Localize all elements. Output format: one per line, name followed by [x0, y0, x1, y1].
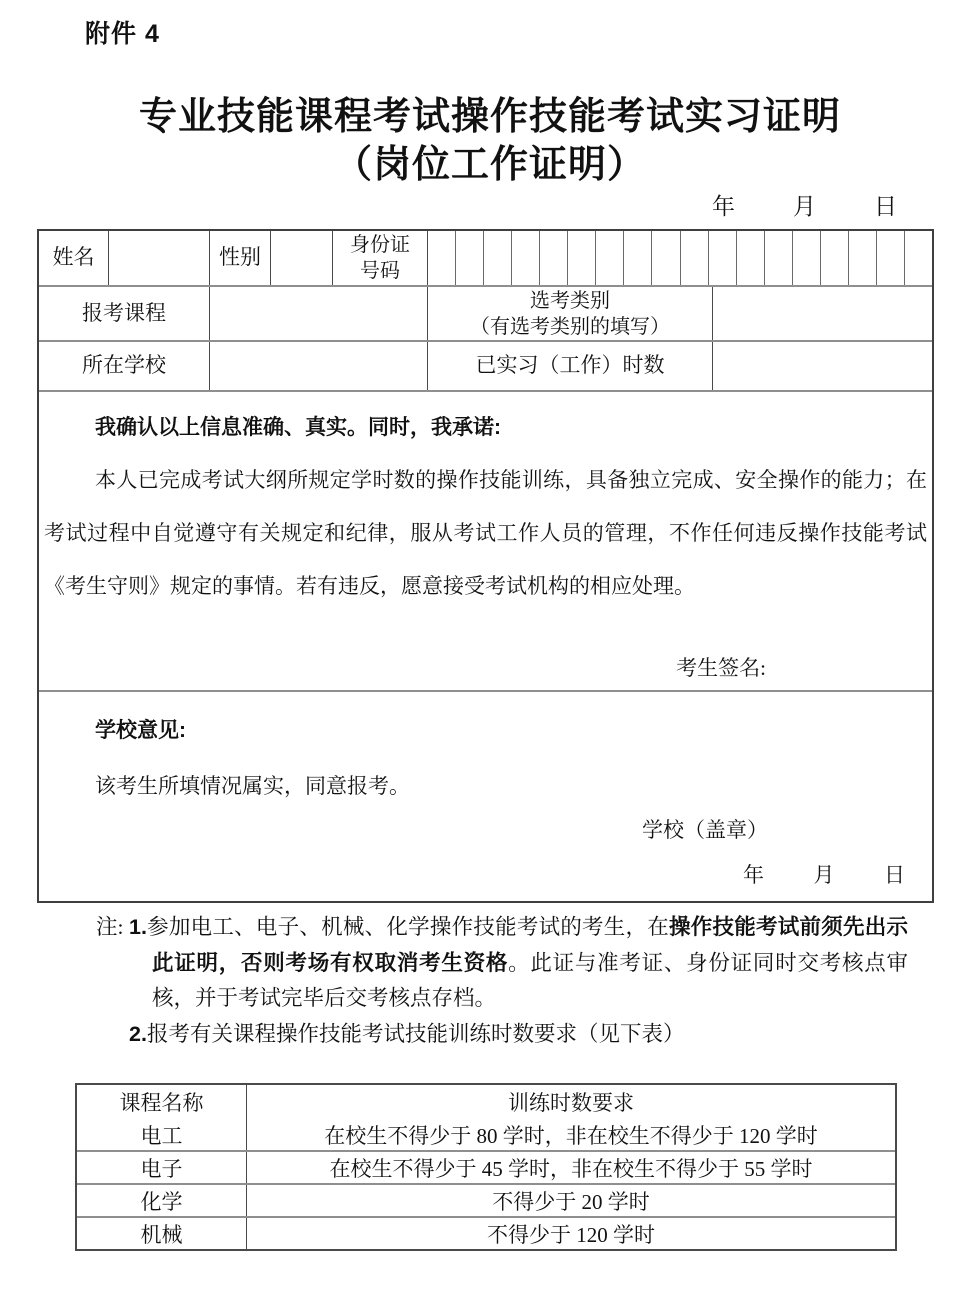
- internship-hours-value-cell[interactable]: [712, 342, 932, 390]
- internship-hours-label: 已实习（工作）时数: [475, 353, 665, 378]
- form-table: [37, 229, 934, 903]
- page-title: [0, 93, 980, 189]
- id-digit-cell[interactable]: [567, 231, 595, 285]
- gender-value-cell[interactable]: [270, 231, 332, 285]
- year-label: 年: [743, 863, 764, 887]
- table-row: [77, 1216, 895, 1249]
- table-row: [77, 1119, 895, 1150]
- course-name-cell: 机械: [77, 1218, 247, 1249]
- course-name-header-cell: 课程名称: [77, 1085, 247, 1119]
- attachment-label: 附件 4: [85, 20, 160, 48]
- id-digit-cell[interactable]: [876, 231, 904, 285]
- declaration-heading: 我确认以上信息准确、真实。同时，我承诺:: [95, 416, 501, 439]
- internship-hours-label-cell: [427, 342, 712, 390]
- name-label-cell: 姓名: [52, 245, 95, 270]
- id-digit-cell[interactable]: [848, 231, 876, 285]
- row-school: [39, 340, 932, 390]
- declaration-section: [39, 390, 932, 690]
- id-digit-cell[interactable]: [708, 231, 736, 285]
- day-label: 日: [874, 194, 897, 219]
- page-title-line1: 专业技能课程考试操作技能考试实习证明: [138, 96, 841, 138]
- id-digit-cell[interactable]: [680, 231, 708, 285]
- gender-label-cell: 性别: [209, 231, 270, 285]
- id-digit-cell[interactable]: [904, 231, 932, 285]
- school-value-cell[interactable]: [209, 342, 427, 390]
- hours-requirement-cell: 不得少于 20 学时: [492, 1189, 650, 1214]
- note-item-2: [129, 1017, 908, 1053]
- note-label: 注:: [96, 915, 124, 939]
- note-2-text: 报考有关课程操作技能考试技能训练时数要求（见下表）: [146, 1021, 685, 1046]
- school-date-line: [743, 859, 905, 889]
- note-1-bold-text: 操作技能考试前须先出示此证明，否则考场有权取消考生资格: [152, 915, 908, 975]
- id-digit-cell[interactable]: [428, 231, 455, 285]
- hours-requirement-cell: 不得少于 120 学时: [487, 1222, 655, 1247]
- elective-label-line2: （有选考类别的填写）: [470, 315, 670, 338]
- id-digit-cell[interactable]: [623, 231, 651, 285]
- row-personal-info: [39, 231, 932, 285]
- school-stamp-label: 学校（盖章）: [642, 818, 768, 842]
- id-label-line2: 号码: [360, 260, 400, 282]
- id-label-line1: 身份证: [350, 234, 410, 256]
- id-digit-cell[interactable]: [539, 231, 567, 285]
- hours-requirement-cell: 在校生不得少于 80 学时，非在校生不得少于 120 学时: [324, 1123, 818, 1148]
- hours-table-header: [77, 1085, 895, 1119]
- notes-section: [96, 910, 908, 1052]
- month-label: 月: [793, 194, 816, 219]
- id-digit-cell[interactable]: [651, 231, 679, 285]
- page-title-line2: （岗位工作证明）: [333, 144, 646, 186]
- id-digit-cell[interactable]: [455, 231, 483, 285]
- id-number-cells: [427, 231, 932, 285]
- date-line: [712, 188, 897, 221]
- course-name-cell: 电子: [77, 1152, 247, 1183]
- id-digit-cell[interactable]: [792, 231, 820, 285]
- hours-table-body: [77, 1119, 895, 1249]
- note-1-text-end: 。此证与准考证、身份证同时交考核点审核，并于考试完毕后交考核点存档。: [152, 950, 908, 1010]
- hours-table: [75, 1083, 897, 1251]
- note-items: [129, 910, 908, 1052]
- name-value-cell[interactable]: [108, 231, 209, 285]
- id-number-label-cell: [332, 231, 427, 285]
- table-row: [77, 1183, 895, 1216]
- id-digit-cell[interactable]: [736, 231, 764, 285]
- elective-label-line1: 选考类别: [530, 289, 610, 312]
- candidate-signature-label: 考生签名:: [676, 656, 766, 680]
- hours-requirement-cell: 在校生不得少于 45 学时，非在校生不得少于 55 学时: [329, 1156, 813, 1181]
- note-1-text-start: 参加电工、电子、机械、化学操作技能考试的考生，在: [146, 915, 670, 939]
- id-digit-cell[interactable]: [483, 231, 511, 285]
- hours-requirement-header-cell: 训练时数要求: [508, 1091, 634, 1115]
- school-opinion-body: 该考生所填情况属实，同意报考。: [95, 774, 410, 798]
- month-label: 月: [813, 863, 835, 887]
- school-opinion-section: [39, 690, 932, 901]
- note-2-number: 2.: [129, 1021, 147, 1046]
- elective-category-value-cell[interactable]: [712, 287, 932, 340]
- note-item-1: [129, 910, 908, 1017]
- id-digit-cell[interactable]: [511, 231, 539, 285]
- id-digit-cell[interactable]: [820, 231, 848, 285]
- school-label-cell: 所在学校: [82, 353, 166, 378]
- table-row: [77, 1150, 895, 1183]
- course-name-cell: 化学: [77, 1185, 247, 1216]
- school-opinion-heading: 学校意见:: [95, 719, 186, 742]
- note-1-number: 1.: [129, 915, 147, 939]
- course-value-cell[interactable]: [209, 287, 427, 340]
- day-label: 日: [884, 863, 905, 887]
- declaration-body: 本人已完成考试大纲所规定学时数的操作技能训练，具备独立完成、安全操作的能力；在考试过程中自觉遵守有关规定和纪律，服从考试工作人员的管理，不作任何违反操作技能考试《考生守则》规定的事情。若有违反，愿意接受考试机构的相应处理。: [44, 468, 927, 598]
- course-name-cell: 电工: [77, 1119, 247, 1150]
- course-label-cell: 报考课程: [82, 300, 166, 325]
- id-digit-cell[interactable]: [764, 231, 792, 285]
- id-digit-cell[interactable]: [595, 231, 623, 285]
- elective-category-label-cell: [427, 287, 712, 340]
- year-label: 年: [712, 194, 735, 219]
- row-course: [39, 285, 932, 340]
